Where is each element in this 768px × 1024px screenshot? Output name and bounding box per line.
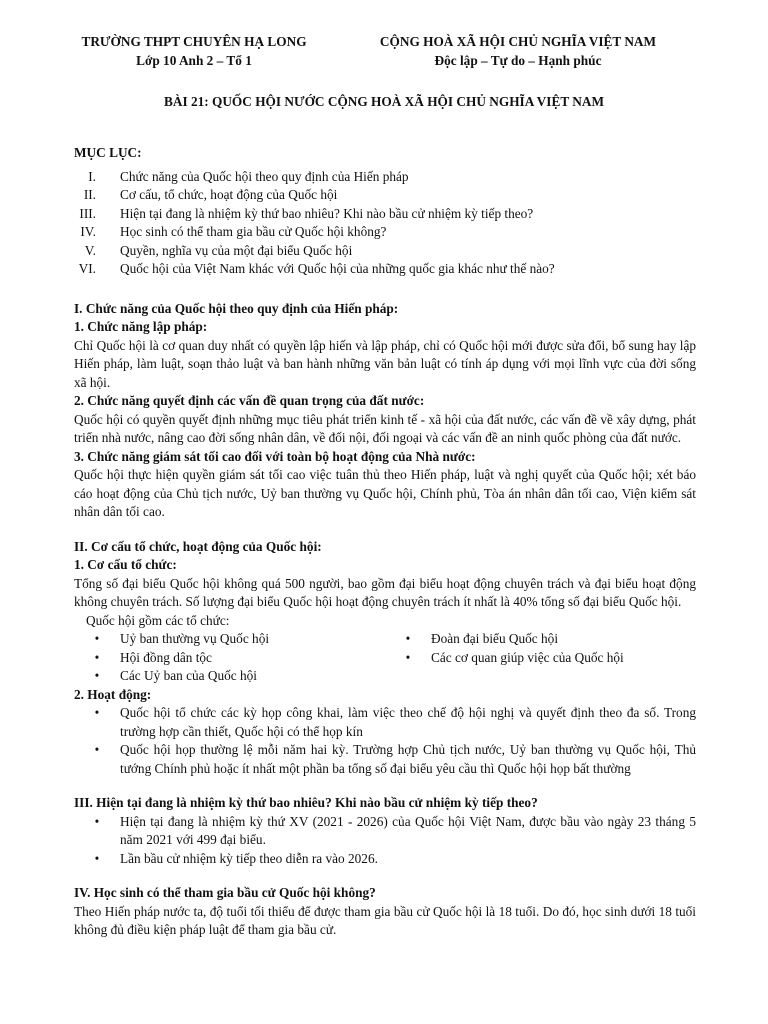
toc-item-text: Cơ cấu, tổ chức, hoạt động của Quốc hội (120, 187, 338, 202)
nation-motto: Độc lập – Tự do – Hạnh phúc (434, 52, 602, 68)
org-list-left (74, 630, 385, 686)
list-item (74, 850, 696, 869)
term-text: Hiện tại đang là nhiệm kỳ thứ XV (2021 - 2026) của Quốc hội Việt Nam, được bầu vào ngày 23 tháng 5 năm 2021 với 499 đại biểu. (120, 813, 696, 847)
section-3-heading: III. Hiện tại đang là nhiệm kỳ thứ bao nhiêu? Khi nào bầu cử nhiệm kỳ tiếp theo? (74, 795, 538, 810)
list-item (74, 667, 385, 686)
list-item (74, 649, 385, 668)
section-2-sub-2: 2. Hoạt động: (74, 686, 152, 702)
section-1-sub-3: 3. Chức năng giám sát tối cao đối với toàn bộ hoạt động của Nhà nước: (74, 448, 476, 464)
list-item (74, 704, 696, 741)
nation-header (360, 33, 676, 70)
toc-item (74, 223, 696, 242)
toc-item (74, 168, 696, 187)
toc-item-number: I. (88, 168, 96, 184)
toc-item (74, 186, 696, 205)
class-group: Lớp 10 Anh 2 – Tổ 1 (136, 52, 252, 68)
toc-item-number: III. (79, 205, 96, 221)
bullet-icon: • (94, 649, 100, 665)
toc-item-text: Chức năng của Quốc hội theo quy định của Hiến pháp (120, 168, 409, 184)
toc-item (74, 242, 696, 261)
section-4-para-1: Theo Hiến pháp nước ta, độ tuổi tối thiểu để được tham gia bầu cử Quốc hội là 18 tuổi. Do đó, học sinh dưới 18 tuổi không đủ điều kiện pháp luật để tham gia bầu cử. (74, 903, 696, 937)
toc-item-number: V. (84, 242, 96, 258)
bullet-icon: • (405, 649, 411, 665)
section-1-heading: I. Chức năng của Quốc hội theo quy định của Hiến pháp: (74, 300, 399, 316)
toc-list (74, 168, 696, 279)
term-text: Lần bầu cử nhiệm kỳ tiếp theo diễn ra vào 2026. (120, 850, 378, 866)
list-item (385, 630, 696, 649)
section-2-sub-1: 1. Cơ cấu tổ chức: (74, 557, 177, 572)
toc-item-number: VI. (78, 261, 96, 276)
document-body (74, 144, 696, 940)
toc-item (74, 205, 696, 224)
org-item-text: Đoàn đại biểu Quốc hội (431, 631, 559, 646)
activity-text: Quốc hội tổ chức các kỳ họp công khai, làm việc theo chế độ hội nghị và quyết định theo đa số. Trong trường hợp cần thiết, Quốc hội có thể họp kín (120, 705, 696, 739)
toc-item-text: Quyền, nghĩa vụ của một đại biểu Quốc hội (120, 242, 353, 258)
bullet-icon: • (94, 705, 100, 720)
bullet-icon: • (405, 631, 411, 646)
bullet-icon: • (94, 742, 100, 757)
org-item-text: Uỷ ban thường vụ Quốc hội (120, 631, 270, 646)
list-item (74, 630, 385, 649)
toc-item-number: IV. (80, 224, 96, 239)
org-list (74, 630, 696, 686)
activity-text: Quốc hội họp thường lệ mỗi năm hai kỳ. Trường hợp Chủ tịch nước, Uỷ ban thường vụ Quốc hội, Thủ tướng Chính phủ hoặc ít nhất một phần ba tổng số đại biểu yêu cầu thì Quốc hội họp bất thường (120, 742, 696, 776)
section-1-sub-2: 2. Chức năng quyết định các vấn đề quan trọng của đất nước: (74, 393, 425, 408)
section-2-heading: II. Cơ cấu tổ chức, hoạt động của Quốc hội: (74, 538, 322, 554)
section-1-para-2: Quốc hội có quyền quyết định những mục tiêu phát triển kinh tế - xã hội của đất nước, các vấn đề về xây dựng, phát triển nhà nước, nâng cao đời sống nhân dân, về đối nội, đối ngoại và các vấn đề an ninh quốc phòng của đất nước. (74, 411, 696, 445)
page-title: BÀI 21: QUỐC HỘI NƯỚC CỘNG HOÀ XÃ HỘI CHỦ NGHĨA VIỆT NAM (163, 94, 605, 109)
toc-item-number: II. (83, 187, 96, 202)
org-item-text: Các cơ quan giúp việc của Quốc hội (431, 649, 624, 665)
list-item (385, 649, 696, 668)
org-list-lead: Quốc hội gồm các tổ chức: (86, 612, 230, 628)
list-item (74, 813, 696, 850)
section-1-sub-1: 1. Chức năng lập pháp: (74, 319, 208, 334)
bullet-icon: • (94, 668, 100, 683)
school-header (66, 33, 322, 70)
section-1-para-1: Chỉ Quốc hội là cơ quan duy nhất có quyền lập hiến và lập pháp, chỉ có Quốc hội mới được sửa đổi, bổ sung hay lập Hiến pháp, làm luật, soạn thảo luật và ban hành những văn bản luật có tính áp dụng với mọi lĩnh vực của đời sống xã hội. (74, 337, 696, 390)
section-1-para-3: Quốc hội thực hiện quyền giám sát tối cao việc tuân thủ theo Hiến pháp, luật và nghị quyết của Quốc hội; xét báo cáo hoạt động của Chủ tịch nước, Uỷ ban thường vụ Quốc hội, Chính phủ, Tòa án nhân dân tối cao, Viện kiểm sát nhân dân tối cao. (74, 467, 696, 519)
toc-item (74, 260, 696, 279)
bullet-icon: • (94, 850, 100, 866)
list-item (74, 741, 696, 778)
toc-heading: MỤC LỤC: (74, 145, 142, 160)
org-item-text: Các Uỷ ban của Quốc hội (120, 668, 257, 683)
bullet-icon: • (94, 813, 100, 829)
org-list-right (385, 630, 696, 686)
section-2-para-1: Tổng số đại biểu Quốc hội không quá 500 người, bao gồm đại biểu hoạt động chuyên trách và đại biểu hoạt động không chuyên trách. Số lượng đại biểu Quốc hội hoạt động chuyên trách ít nhất là 40% tổng số đại biểu Quốc hội. (74, 575, 696, 609)
org-item-text: Hội đồng dân tộc (120, 649, 212, 665)
toc-item-text: Học sinh có thể tham gia bầu cử Quốc hội không? (120, 224, 387, 239)
bullet-icon: • (94, 631, 100, 646)
toc-item-text: Quốc hội của Việt Nam khác với Quốc hội của những quốc gia khác như thế nào? (120, 261, 555, 276)
section-4-heading: IV. Học sinh có thể tham gia bầu cử Quốc hội không? (74, 885, 376, 900)
school-name: TRƯỜNG THPT CHUYÊN HẠ LONG (81, 34, 307, 49)
toc-item-text: Hiện tại đang là nhiệm kỳ thứ bao nhiêu? Khi nào bầu cử nhiệm kỳ tiếp theo? (120, 205, 534, 221)
nation-name: CỘNG HOÀ XÃ HỘI CHỦ NGHĨA VIỆT NAM (379, 34, 657, 49)
